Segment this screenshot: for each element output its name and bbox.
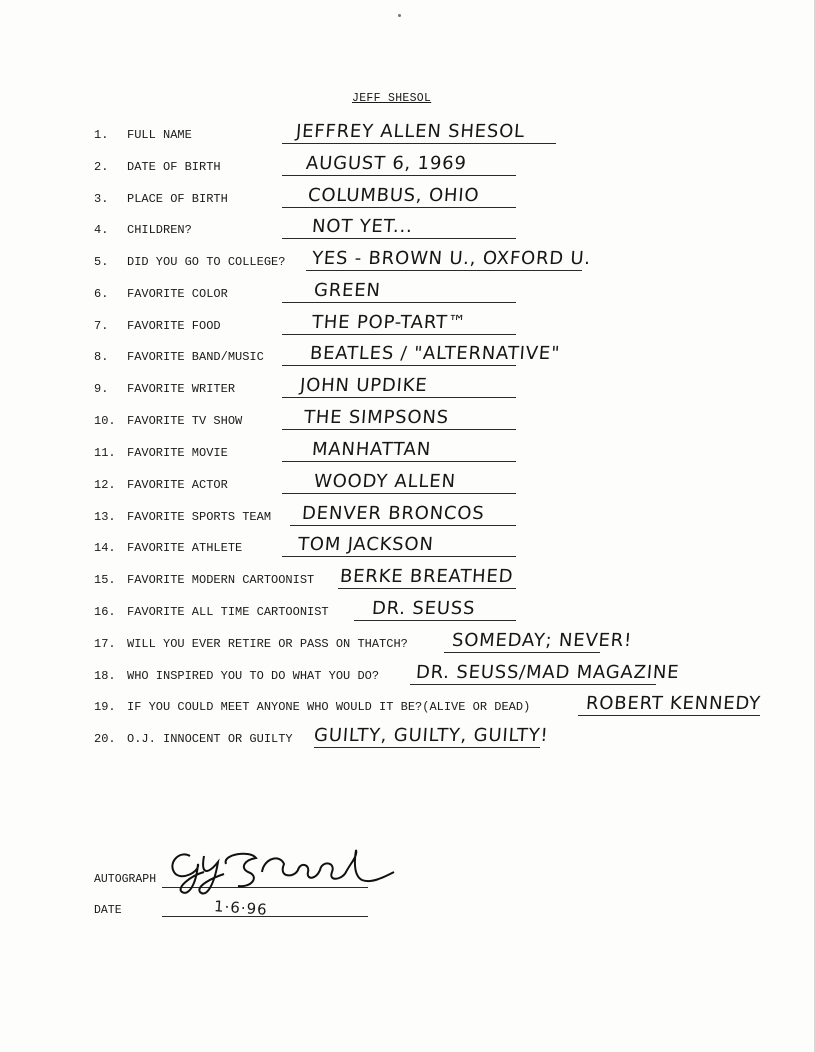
question-number: 17.	[94, 637, 116, 651]
paper-speck	[398, 14, 401, 17]
question-label: FAVORITE TV SHOW	[127, 414, 243, 428]
question-number: 6.	[94, 287, 109, 301]
answer-line	[282, 365, 516, 366]
question-label: FAVORITE FOOD	[127, 319, 221, 333]
question-row	[0, 340, 816, 366]
question-row	[0, 150, 816, 176]
question-number: 1.	[94, 128, 109, 142]
question-label: FAVORITE SPORTS TEAM	[127, 510, 272, 524]
question-label: FAVORITE ALL TIME CARTOONIST	[127, 605, 329, 619]
answer-line	[314, 747, 540, 748]
question-number: 13.	[94, 510, 116, 524]
question-label: FAVORITE COLOR	[127, 287, 228, 301]
question-row	[0, 468, 816, 494]
question-label: WILL YOU EVER RETIRE OR PASS ON THATCH?	[127, 637, 408, 651]
handwritten-answer: SOMEDAY; NEVER!	[451, 630, 633, 651]
question-row	[0, 436, 816, 462]
question-label: FAVORITE ATHLETE	[127, 541, 243, 555]
question-number: 20.	[94, 732, 116, 746]
question-number: 14.	[94, 541, 116, 555]
question-label: WHO INSPIRED YOU TO DO WHAT YOU DO?	[127, 669, 380, 683]
autograph-label: AUTOGRAPH	[94, 873, 157, 886]
question-row	[0, 627, 816, 653]
handwritten-answer: COLUMBUS, OHIO	[307, 185, 481, 206]
question-number: 18.	[94, 669, 116, 683]
question-number: 4.	[94, 223, 109, 237]
handwritten-answer: MANHATTAN	[311, 439, 432, 460]
question-row	[0, 372, 816, 398]
question-row	[0, 182, 816, 208]
question-label: CHILDREN?	[127, 223, 192, 237]
handwritten-answer: ROBERT KENNEDY	[585, 693, 762, 714]
answer-line	[444, 652, 600, 653]
question-label: DATE OF BIRTH	[127, 160, 221, 174]
question-number: 19.	[94, 700, 116, 714]
handwritten-answer: GREEN	[313, 280, 382, 301]
handwritten-answer: AUGUST 6, 1969	[305, 153, 468, 174]
question-row	[0, 595, 816, 621]
question-row	[0, 277, 816, 303]
question-row	[0, 659, 816, 685]
handwritten-answer: YES - BROWN U., OXFORD U.	[311, 248, 592, 269]
handwritten-answer: GUILTY, GUILTY, GUILTY!	[313, 725, 550, 746]
question-number: 8.	[94, 350, 109, 364]
question-number: 16.	[94, 605, 116, 619]
answer-line	[578, 715, 760, 716]
handwritten-answer: JOHN UPDIKE	[299, 375, 429, 396]
question-row	[0, 404, 816, 430]
question-row	[0, 500, 816, 526]
handwritten-answer: TOM JACKSON	[297, 534, 435, 555]
answer-line	[282, 334, 516, 335]
question-label: FAVORITE MODERN CARTOONIST	[127, 573, 315, 587]
answer-line	[338, 588, 516, 589]
answer-line	[282, 461, 516, 462]
answer-line	[282, 556, 516, 557]
answer-line	[306, 270, 582, 271]
answer-line	[410, 684, 656, 685]
question-label: FAVORITE ACTOR	[127, 478, 228, 492]
question-label: FULL NAME	[127, 128, 192, 142]
question-row	[0, 531, 816, 557]
question-number: 5.	[94, 255, 109, 269]
handwritten-answer: NOT YET...	[311, 216, 414, 237]
question-row	[0, 118, 816, 144]
question-label: DID YOU GO TO COLLEGE?	[127, 255, 286, 269]
answer-line	[282, 429, 516, 430]
question-number: 11.	[94, 446, 116, 460]
question-row	[0, 309, 816, 335]
handwritten-answer: THE SIMPSONS	[303, 407, 450, 428]
question-row	[0, 213, 816, 239]
question-label: IF YOU COULD MEET ANYONE WHO WOULD IT BE?(ALIVE OR DEAD)	[127, 700, 531, 714]
handwritten-answer: BEATLES / "ALTERNATIVE"	[309, 343, 561, 364]
page-title: JEFF SHESOL	[352, 92, 432, 105]
question-label: FAVORITE MOVIE	[127, 446, 228, 460]
question-row	[0, 690, 816, 716]
answer-line	[282, 302, 516, 303]
handwritten-answer: DR. SEUSS	[371, 598, 476, 619]
question-number: 15.	[94, 573, 116, 587]
handwritten-answer: DR. SEUSS/MAD MAGAZINE	[415, 662, 681, 683]
question-number: 10.	[94, 414, 116, 428]
answer-line	[354, 620, 516, 621]
question-row	[0, 722, 816, 748]
answer-line	[290, 525, 516, 526]
answer-line	[282, 207, 516, 208]
answer-line	[282, 175, 516, 176]
question-row	[0, 563, 816, 589]
question-number: 3.	[94, 192, 109, 206]
answer-line	[282, 493, 516, 494]
question-label: FAVORITE WRITER	[127, 382, 236, 396]
date-value: 1·6·96	[213, 897, 269, 919]
handwritten-answer: THE POP-TART™	[311, 312, 468, 333]
date-label: DATE	[94, 904, 122, 917]
answer-line	[282, 143, 556, 144]
question-row	[0, 245, 816, 271]
autograph-signature-image	[160, 842, 400, 902]
question-label: FAVORITE BAND/MUSIC	[127, 350, 264, 364]
question-label: PLACE OF BIRTH	[127, 192, 228, 206]
question-number: 2.	[94, 160, 109, 174]
handwritten-answer: BERKE BREATHED	[339, 566, 514, 587]
answer-line	[282, 238, 516, 239]
handwritten-answer: WOODY ALLEN	[313, 471, 457, 492]
handwritten-answer: DENVER BRONCOS	[301, 503, 486, 524]
answer-line	[282, 397, 516, 398]
question-label: O.J. INNOCENT OR GUILTY	[127, 732, 293, 746]
handwritten-answer: JEFFREY ALLEN SHESOL	[295, 121, 526, 142]
question-number: 9.	[94, 382, 109, 396]
question-number: 7.	[94, 319, 109, 333]
question-number: 12.	[94, 478, 116, 492]
